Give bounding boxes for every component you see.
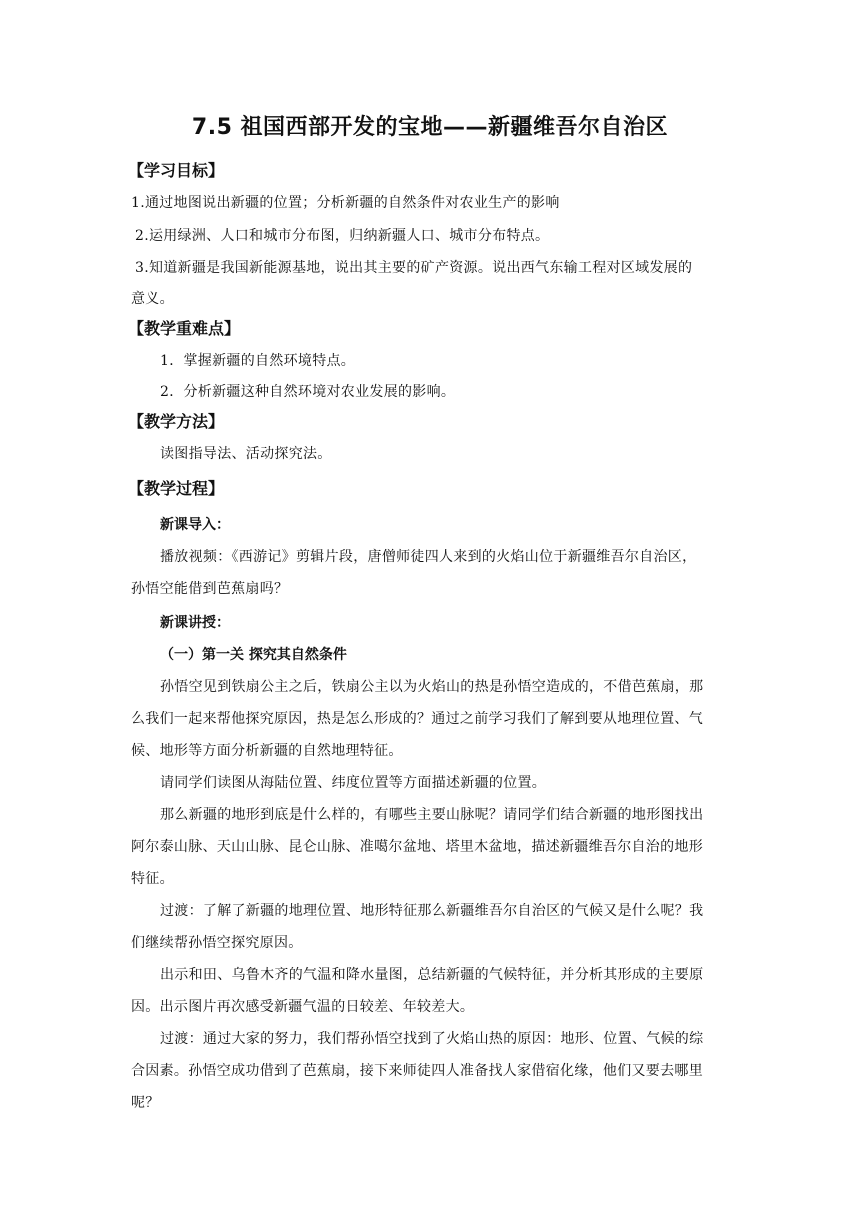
key-point-item: 1．掌握新疆的自然环境特点。 xyxy=(160,353,356,369)
methods-heading: 【教学方法】 xyxy=(128,412,225,431)
objectives-heading: 【学习目标】 xyxy=(128,161,225,180)
part1-label: （一）第一关 探究其自然条件 xyxy=(160,647,347,663)
body-line: 孙悟空见到铁扇公主之后，铁扇公主以为火焰山的热是孙悟空造成的，不借芭蕉扇，那 xyxy=(160,679,704,695)
methods-text: 读图指导法、活动探究法。 xyxy=(160,446,332,462)
body-line: 特征。 xyxy=(131,871,174,887)
body-line: 阿尔泰山脉、天山山脉、昆仑山脉、准噶尔盆地、塔里木盆地，描述新疆维吾尔自治的地形 xyxy=(131,839,703,855)
body-line: 那么新疆的地形到底是什么样的，有哪些主要山脉呢？请同学们结合新疆的地形图找出 xyxy=(160,807,704,823)
body-line: 过渡：通过大家的努力，我们帮孙悟空找到了火焰山热的原因：地形、位置、气候的综 xyxy=(160,1031,704,1047)
body-line: 出示和田、乌鲁木齐的气温和降水量图，总结新疆的气候特征，并分析其形成的主要原 xyxy=(160,967,704,983)
body-line: 合因素。孙悟空成功借到了芭蕉扇，接下来师徒四人准备找人家借宿化缘，他们又要去哪里 xyxy=(131,1063,703,1079)
intro-line: 播放视频：《西游记》剪辑片段，唐僧师徒四人来到的火焰山位于新疆维吾尔自治区， xyxy=(160,549,697,565)
lecture-label: 新课讲授： xyxy=(160,615,230,631)
body-line: 因。出示图片再次感受新疆气温的日较差、年较差大。 xyxy=(131,999,475,1015)
objective-item: 3.知道新疆是我国新能源基地，说出其主要的矿产资源。说出西气东输工程对区域发展的 xyxy=(135,260,693,276)
objective-item: 2.运用绿洲、人口和城市分布图，归纳新疆人口、城市分布特点。 xyxy=(135,228,550,244)
key-points-heading: 【教学重难点】 xyxy=(128,319,241,338)
intro-line: 孙悟空能借到芭蕉扇吗？ xyxy=(131,581,289,597)
objective-item: 1.通过地图说出新疆的位置；分析新疆的自然条件对农业生产的影响 xyxy=(131,195,560,211)
body-line: 候、地形等方面分析新疆的自然地理特征。 xyxy=(131,743,403,759)
process-heading: 【教学过程】 xyxy=(128,479,225,498)
body-line: 呢？ xyxy=(131,1095,160,1111)
body-line: 请同学们读图从海陆位置、纬度位置等方面描述新疆的位置。 xyxy=(160,775,547,791)
body-line: 么我们一起来帮他探究原因，热是怎么形成的？通过之前学习我们了解到要从地理位置、气 xyxy=(131,711,703,727)
key-point-item: 2．分析新疆这种自然环境对农业发展的影响。 xyxy=(160,384,456,400)
intro-label: 新课导入： xyxy=(160,517,230,533)
objective-item: 意义。 xyxy=(131,291,174,307)
body-line: 们继续帮孙悟空探究原因。 xyxy=(131,935,303,951)
document-title: 7.5 祖国西部开发的宝地——新疆维吾尔自治区 xyxy=(191,115,669,140)
body-line: 过渡：了解了新疆的地理位置、地形特征那么新疆维吾尔自治区的气候又是什么呢？我 xyxy=(160,903,704,919)
